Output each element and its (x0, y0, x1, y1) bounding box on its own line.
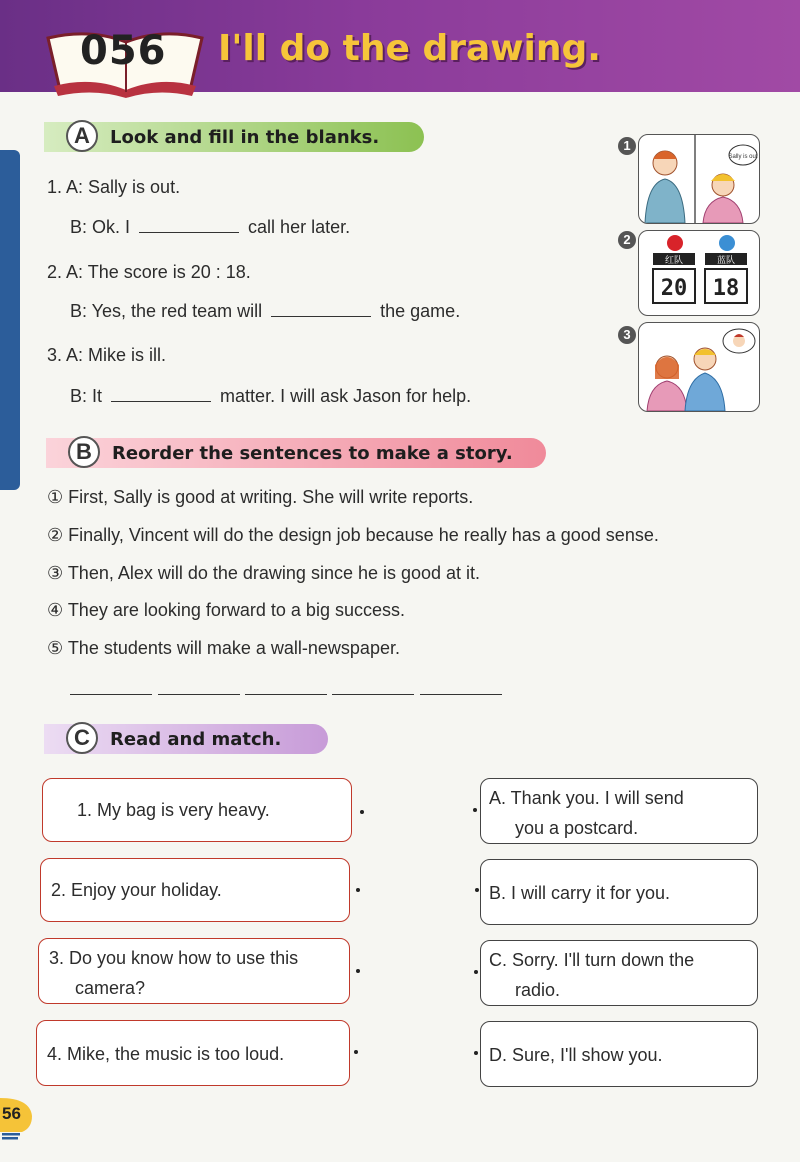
section-instruction: Reorder the sentences to make a story. (112, 443, 513, 464)
match-dot[interactable] (356, 888, 360, 892)
match-right-item-b[interactable] (480, 859, 758, 925)
section-letter: A (66, 120, 98, 152)
answer-suffix: matter. I will ask Jason for help. (220, 386, 472, 406)
match-text: radio. (515, 980, 561, 1000)
question-a2: 2. A: The score is 20 : 18. (47, 262, 251, 282)
match-dot[interactable] (360, 810, 364, 814)
match-text: you a postcard. (515, 818, 639, 838)
team-label-blue: 蓝队 (716, 256, 736, 266)
section-a-header (44, 122, 424, 152)
picture-3-friends (638, 322, 760, 412)
side-tab (0, 150, 20, 490)
fill-blank[interactable] (271, 300, 371, 317)
story-sentence-3: ③ Then, Alex will do the drawing since he is good at it. (47, 563, 481, 583)
match-dot[interactable] (475, 888, 479, 892)
lesson-number: 056 (80, 28, 167, 74)
match-dot[interactable] (356, 969, 360, 973)
fill-blank[interactable] (111, 385, 211, 402)
answer-line-a2 (70, 300, 460, 322)
answer-suffix: call her later. (248, 217, 351, 237)
order-answer-blank[interactable] (420, 694, 502, 695)
picture-1-phone-call (638, 134, 760, 224)
match-text: 3. Do you know how to use this (49, 948, 299, 968)
answer-line-a3 (70, 385, 471, 407)
order-answer-blank[interactable] (158, 694, 240, 695)
order-answer-blank[interactable] (332, 694, 414, 695)
match-left-item-3[interactable] (38, 938, 350, 1004)
phone-call-illustration (639, 135, 759, 223)
answer-prefix: B: It (70, 386, 103, 406)
match-left-item-1[interactable] (42, 778, 352, 842)
question-a1: 1. A: Sally is out. (47, 177, 181, 197)
fill-blank[interactable] (139, 216, 239, 233)
page-title: I'll do the drawing. (218, 28, 601, 69)
match-right-item-d[interactable] (480, 1021, 758, 1087)
match-dot[interactable] (473, 808, 477, 812)
picture-number: 2 (618, 231, 636, 249)
friends-illustration (639, 323, 759, 411)
match-text: B. I will carry it for you. (489, 883, 671, 903)
section-b-header (46, 438, 546, 468)
page-number: 56 (2, 1104, 21, 1123)
match-text: 1. My bag is very heavy. (77, 800, 270, 820)
picture-2-scoreboard (638, 230, 760, 316)
match-dot[interactable] (474, 1051, 478, 1055)
match-right-item-a[interactable] (480, 778, 758, 844)
story-sentence-4: ④ They are looking forward to a big success. (47, 600, 405, 620)
match-text: 2. Enjoy your holiday. (51, 880, 222, 900)
scoreboard-illustration (639, 231, 759, 315)
match-dot[interactable] (474, 970, 478, 974)
score-blue: 18 (712, 276, 740, 301)
section-letter: C (66, 722, 98, 754)
match-left-item-2[interactable] (40, 858, 350, 922)
story-sentence-5: ⑤ The students will make a wall-newspaper. (47, 638, 400, 658)
section-c-header (44, 724, 328, 754)
score-red: 20 (660, 276, 688, 301)
team-label-red: 红队 (664, 256, 684, 266)
order-answer-blank[interactable] (70, 694, 152, 695)
match-text: C. Sorry. I'll turn down the (489, 950, 695, 970)
match-left-item-4[interactable] (36, 1020, 350, 1086)
section-instruction: Look and fill in the blanks. (110, 127, 380, 148)
answer-prefix: B: Ok. I (70, 217, 131, 237)
story-sentence-1: ① First, Sally is good at writing. She will write reports. (47, 487, 474, 507)
match-text: D. Sure, I'll show you. (489, 1045, 663, 1065)
match-text: A. Thank you. I will send (489, 788, 684, 808)
answer-suffix: the game. (380, 301, 461, 321)
match-right-item-c[interactable] (480, 940, 758, 1006)
speech-bubble-text: Sally is out (728, 154, 758, 160)
order-answer-blank[interactable] (245, 694, 327, 695)
picture-number: 3 (618, 326, 636, 344)
match-text: 4. Mike, the music is too loud. (47, 1044, 285, 1064)
answer-line-a1 (70, 216, 350, 238)
answer-prefix: B: Yes, the red team will (70, 301, 263, 321)
match-dot[interactable] (354, 1050, 358, 1054)
match-text: camera? (75, 978, 146, 998)
story-sentence-2: ② Finally, Vincent will do the design job because he really has a good sense. (47, 525, 659, 545)
section-instruction: Read and match. (110, 729, 282, 750)
question-a3: 3. A: Mike is ill. (47, 345, 167, 365)
section-letter: B (68, 436, 100, 468)
picture-number: 1 (618, 137, 636, 155)
